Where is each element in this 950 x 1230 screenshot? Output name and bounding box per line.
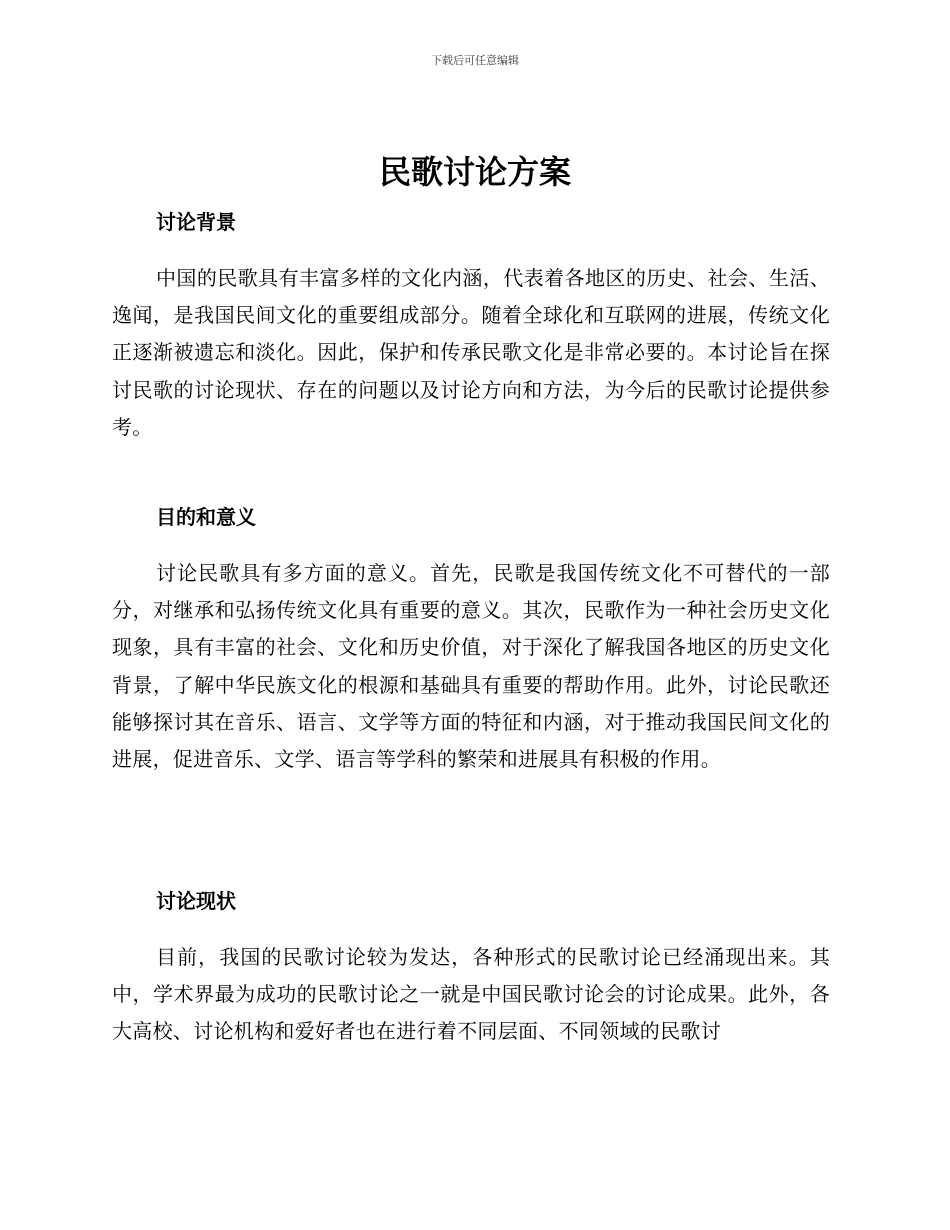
section-heading-purpose: 目的和意义 (156, 505, 256, 529)
document-title: 民歌讨论方案 (378, 153, 571, 191)
section-heading-background: 讨论背景 (156, 210, 236, 234)
section-heading-status: 讨论现状 (156, 889, 236, 913)
section-paragraph-status: 目前，我国的民歌讨论较为发达，各种形式的民歌讨论已经涌现出来。其中，学术界最为成功的民歌讨论之一就是中国民歌讨论会的讨论成果。此外，各大高校、讨论机构和爱好者也在进行着不同层面、不同领域的民歌讨 (112, 945, 830, 1044)
section-paragraph-purpose: 讨论民歌具有多方面的意义。首先，民歌是我国传统文化不可替代的一部分，对继承和弘扬传统文化具有重要的意义。其次，民歌作为一种社会历史文化现象，具有丰富的社会、文化和历史价值，对于深化了解我国各地区的历史文化背景，了解中华民族文化的根源和基础具有重要的帮助作用。此外，讨论民歌还能够探讨其在音乐、语言、文学等方面的特征和内涵，对于推动我国民间文化的进展，促进音乐、文学、语言等学科的繁荣和进展具有积极的作用。 (112, 561, 830, 772)
page-header-note: 下载后可任意编辑 (431, 54, 519, 67)
section-paragraph-background: 中国的民歌具有丰富多样的文化内涵，代表着各地区的历史、社会、生活、逸闻，是我国民间文化的重要组成部分。随着全球化和互联网的进展，传统文化正逐渐被遗忘和淡化。因此，保护和传承民歌文化是非常必要的。本讨论旨在探讨民歌的讨论现状、存在的问题以及讨论方向和方法，为今后的民歌讨论提供参考。 (112, 266, 830, 439)
